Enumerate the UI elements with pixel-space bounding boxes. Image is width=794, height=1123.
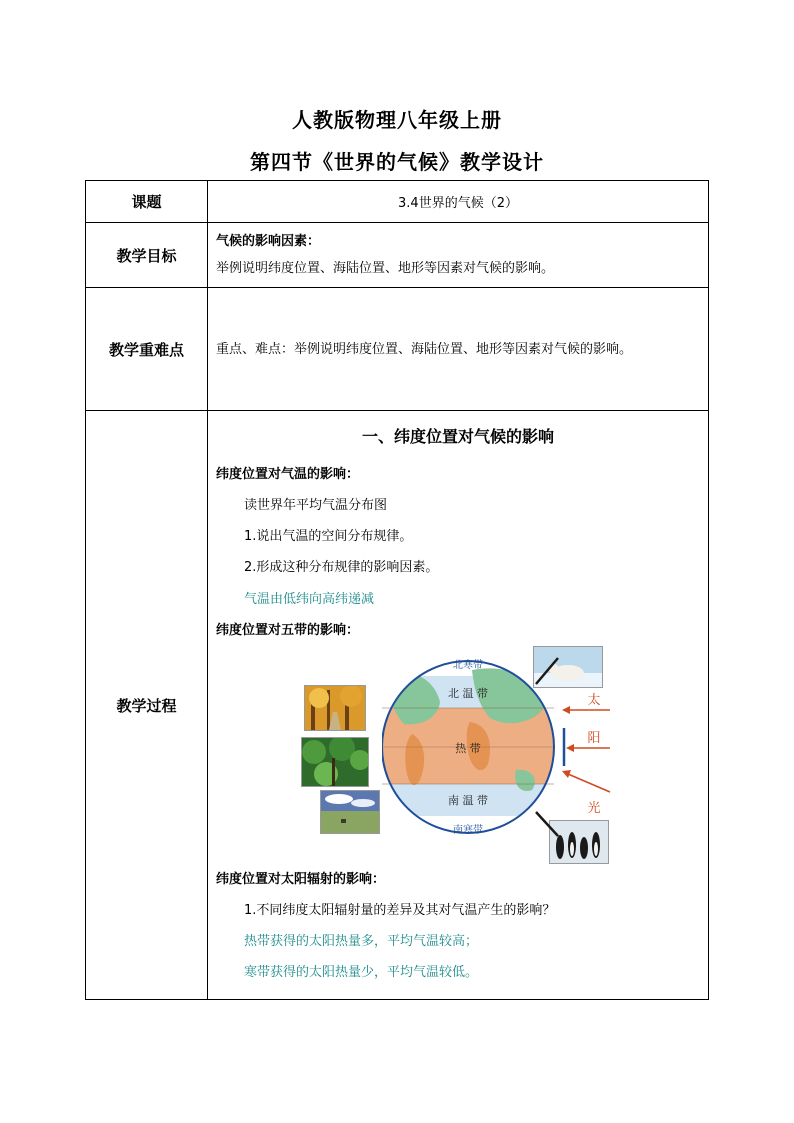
zone-label-tropical: 热 带 — [455, 742, 481, 755]
five-zones-figure — [304, 644, 604, 849]
sun-char-1: 太 — [587, 693, 601, 708]
answer-2: 热带获得的太阳热量多，平均气温较高； — [244, 934, 479, 949]
goal-label: 教学目标 — [86, 223, 208, 288]
sub-heading-zones: 纬度位置对五带的影响： — [216, 623, 360, 638]
table-row — [86, 223, 709, 288]
document-title: 人教版物理八年级上册 — [292, 108, 502, 132]
table-row — [86, 181, 709, 223]
question-1: 1.说出气温的空间分布规律。 — [244, 529, 413, 544]
sun-char-2: 阳 — [587, 731, 601, 746]
autumn-forest-photo — [304, 685, 366, 731]
sub-heading-radiation: 纬度位置对太阳辐射的影响： — [216, 872, 386, 887]
document-subtitle: 第四节《世界的气候》教学设计 — [250, 150, 544, 174]
table-row — [86, 288, 709, 411]
read-map-text: 读世界年平均气温分布图 — [244, 498, 388, 513]
topic-value: 3.4世界的气候（2） — [208, 181, 709, 223]
lesson-plan-table — [85, 180, 709, 1000]
table-row — [86, 411, 709, 1000]
question-3: 1.不同纬度太阳辐射量的差异及其对气温产生的影响？ — [244, 903, 556, 918]
question-2: 2.形成这种分布规律的影响因素。 — [244, 560, 439, 575]
zone-label-south-temperate: 南 温 带 — [448, 794, 488, 807]
goal-heading: 气候的影响因素： — [216, 234, 321, 249]
key-text: 重点、难点：举例说明纬度位置、海陆位置、地形等因素对气候的影响。 — [208, 288, 709, 411]
zone-label-north-frigid: 北寒带 — [453, 660, 483, 671]
globe-diagram — [382, 644, 614, 849]
goal-text: 举例说明纬度位置、海陆位置、地形等因素对气候的影响。 — [216, 261, 555, 276]
process-label: 教学过程 — [86, 411, 208, 1000]
rainforest-photo — [301, 737, 369, 787]
grassland-photo — [320, 790, 380, 834]
sun-char-3: 光 — [587, 801, 601, 816]
section-title: 一、纬度位置对气候的影响 — [361, 427, 554, 446]
process-cell — [208, 411, 709, 1000]
zone-label-north-temperate: 北 温 带 — [448, 687, 488, 700]
key-label: 教学重难点 — [86, 288, 208, 411]
topic-label: 课题 — [86, 181, 208, 223]
answer-1: 气温由低纬向高纬递减 — [244, 592, 375, 607]
zone-label-south-frigid: 南寒带 — [453, 825, 483, 836]
goal-cell — [208, 223, 709, 288]
answer-3: 寒带获得的太阳热量少，平均气温较低。 — [244, 965, 479, 980]
sub-heading-temperature: 纬度位置对气温的影响： — [216, 467, 360, 482]
